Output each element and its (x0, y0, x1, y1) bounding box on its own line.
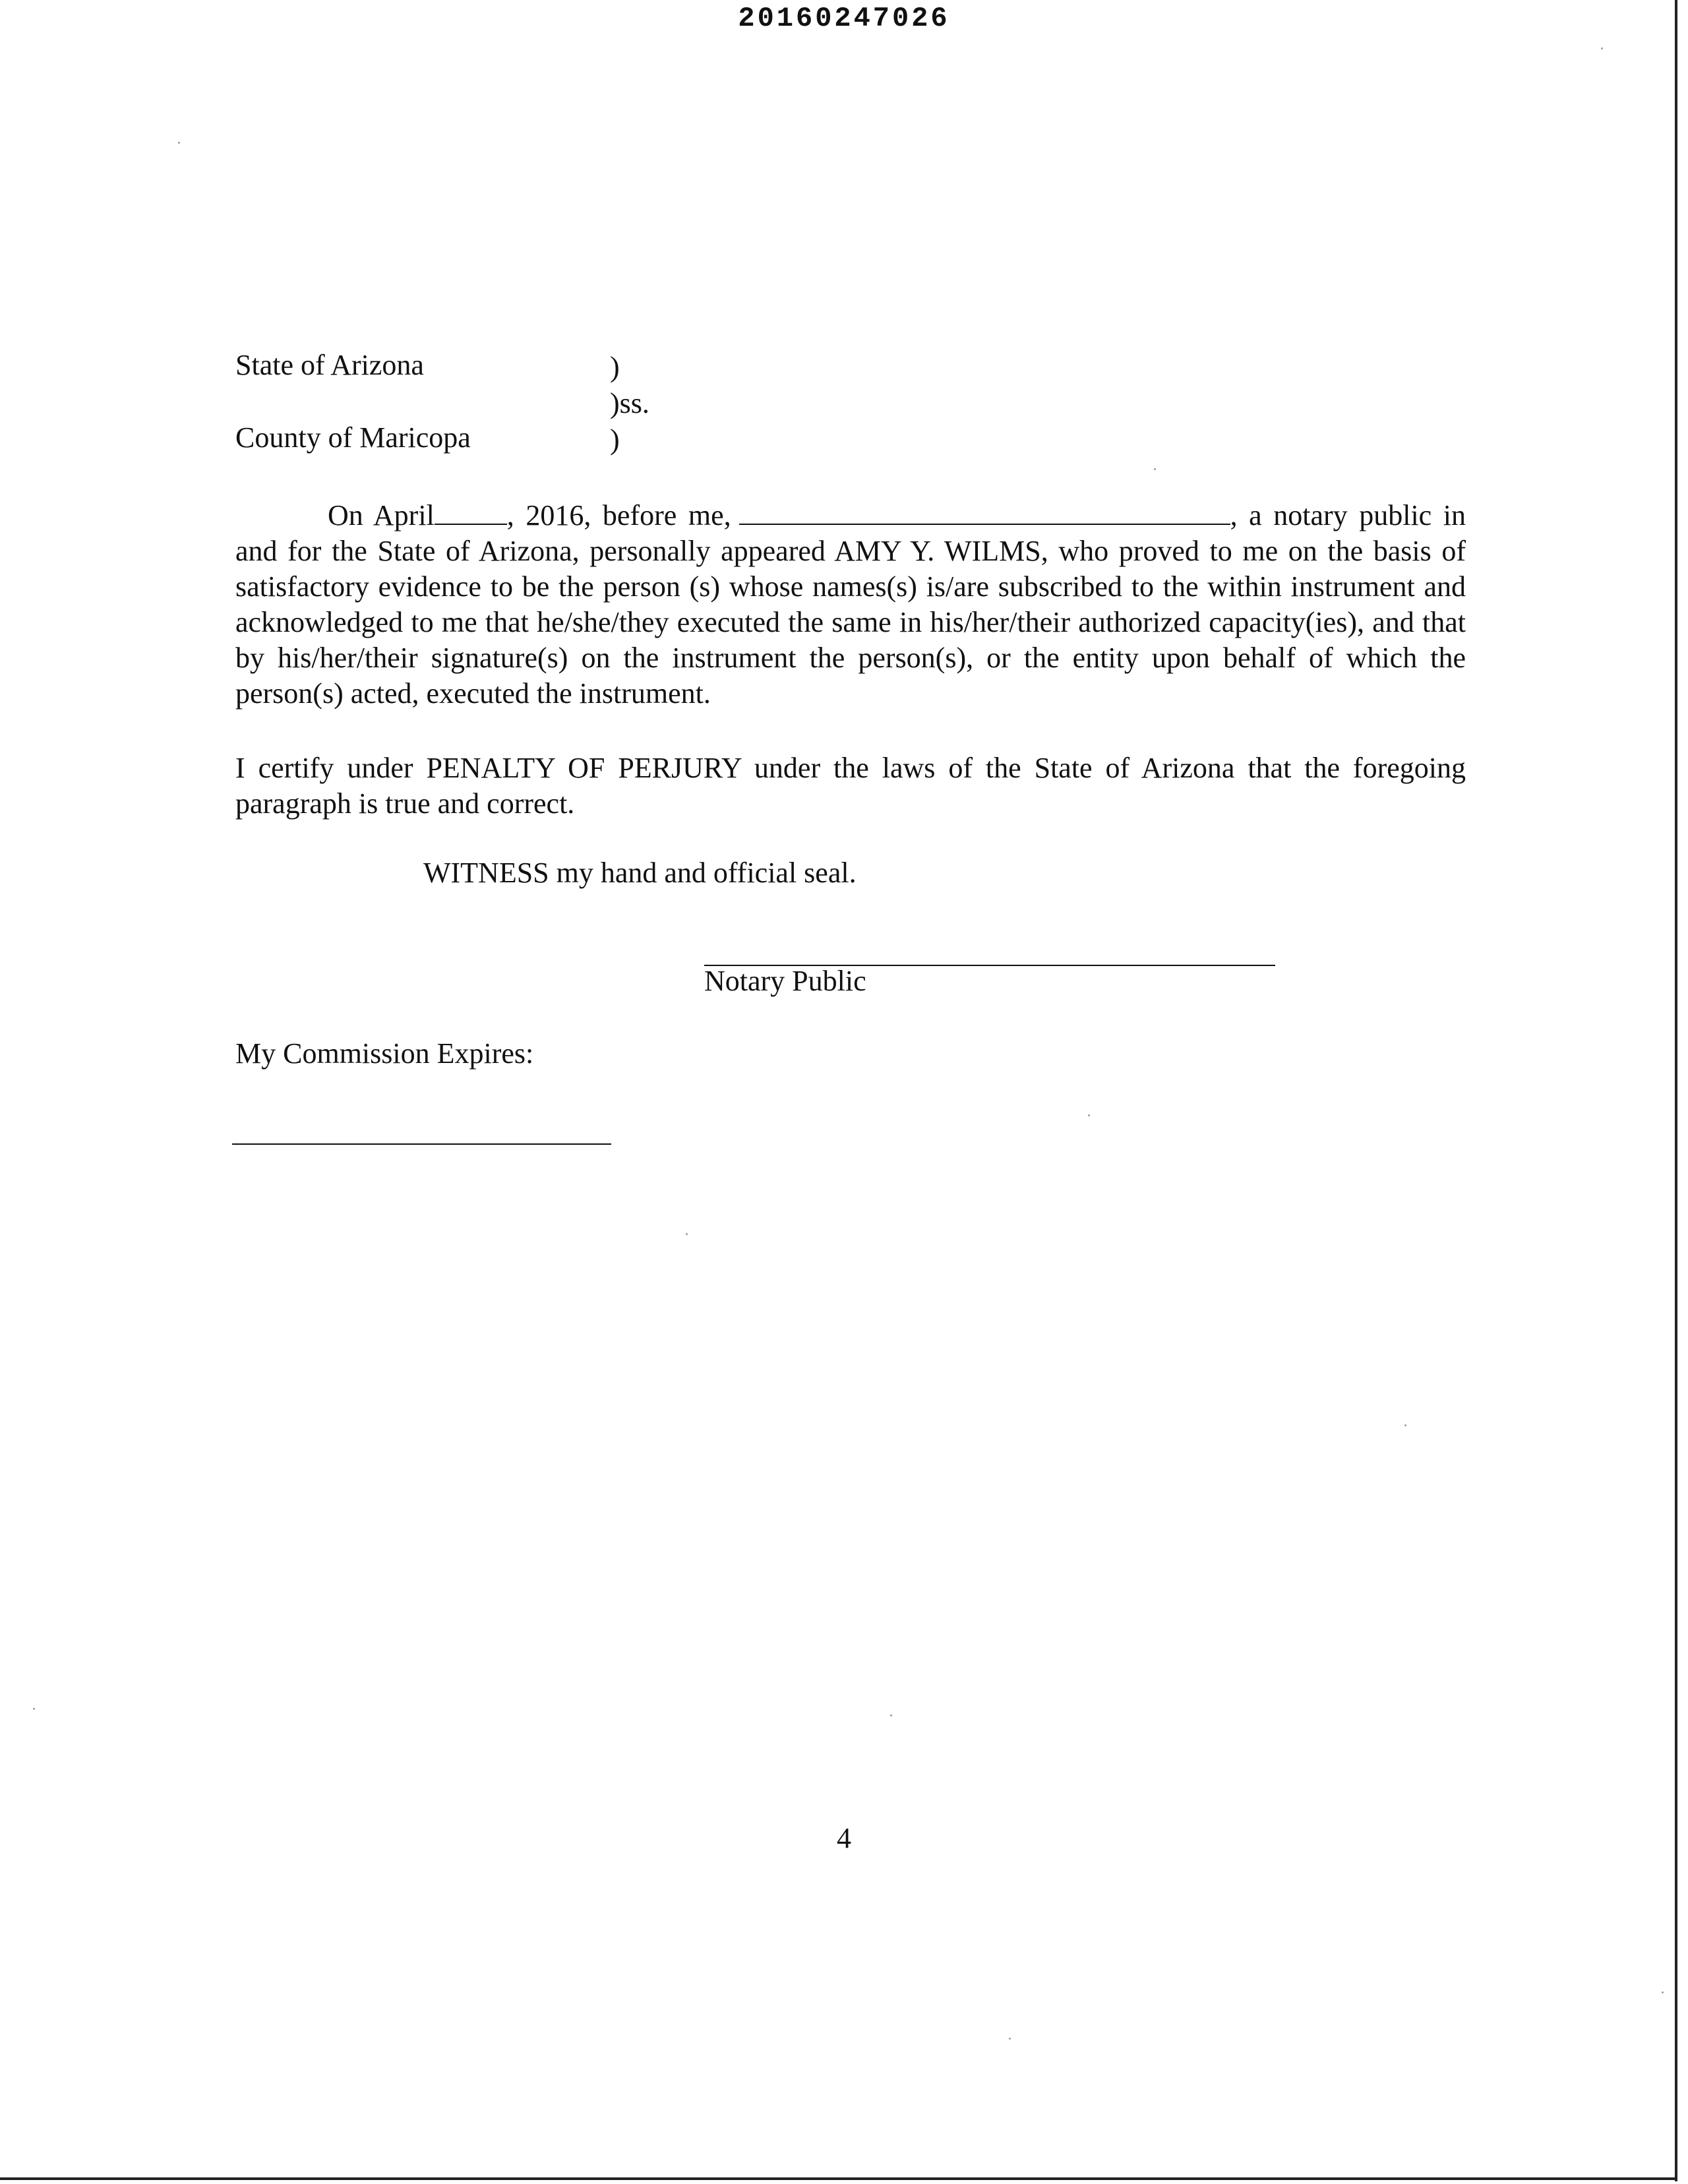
venue-paren-ss: )ss. (610, 387, 649, 419)
scan-speck (1154, 468, 1156, 470)
certification-paragraph: I certify under PENALTY OF PERJURY under the laws of the State of Arizona that the foregoing paragraph is true and correct. (235, 752, 1466, 820)
page-border-bottom (0, 2177, 1677, 2180)
scan-speck (1662, 1991, 1664, 1993)
ack-part-3: , a notary public in and for the State of Arizona, personally appeared AMY Y. WILMS, who proved to me on the basis of satisfactory evidence to be the person (s) whose names(s) is/are subscribed to the within instrument and acknowledged to me that he/she/they executed the same in his/her/their authorized capacity(ies), and that by his/her/their signature(s) on the instrument the person(s), or the entity upon behalf of which the person(s) acted, executed the instrument. (235, 499, 1466, 710)
ack-part-2: , 2016, before me, (506, 499, 731, 531)
scan-speck (33, 1708, 35, 1710)
ack-part-1: On April (328, 499, 435, 531)
commission-expires-label: My Commission Expires: (235, 1037, 534, 1070)
scan-speck (1404, 1424, 1406, 1426)
notary-public-label: Notary Public (704, 965, 866, 997)
scan-speck (1009, 2038, 1011, 2040)
scan-speck (890, 1714, 892, 1716)
document-number: 20160247026 (738, 3, 950, 34)
venue-paren-2: ) (610, 423, 620, 456)
commission-expiry-line (232, 1143, 611, 1145)
scan-speck (686, 1233, 688, 1235)
scan-speck (178, 142, 180, 144)
notary-name-blank (739, 497, 1230, 525)
venue-state: State of Arizona (235, 349, 424, 381)
venue-paren-1: ) (610, 351, 620, 383)
scan-speck (1088, 1114, 1090, 1116)
scan-speck (1601, 47, 1603, 49)
acknowledgment-paragraph (235, 497, 1466, 712)
date-blank (435, 497, 507, 525)
witness-line: WITNESS my hand and official seal. (423, 857, 857, 889)
venue-county: County of Maricopa (235, 421, 471, 454)
page-number: 4 (837, 1822, 851, 1854)
